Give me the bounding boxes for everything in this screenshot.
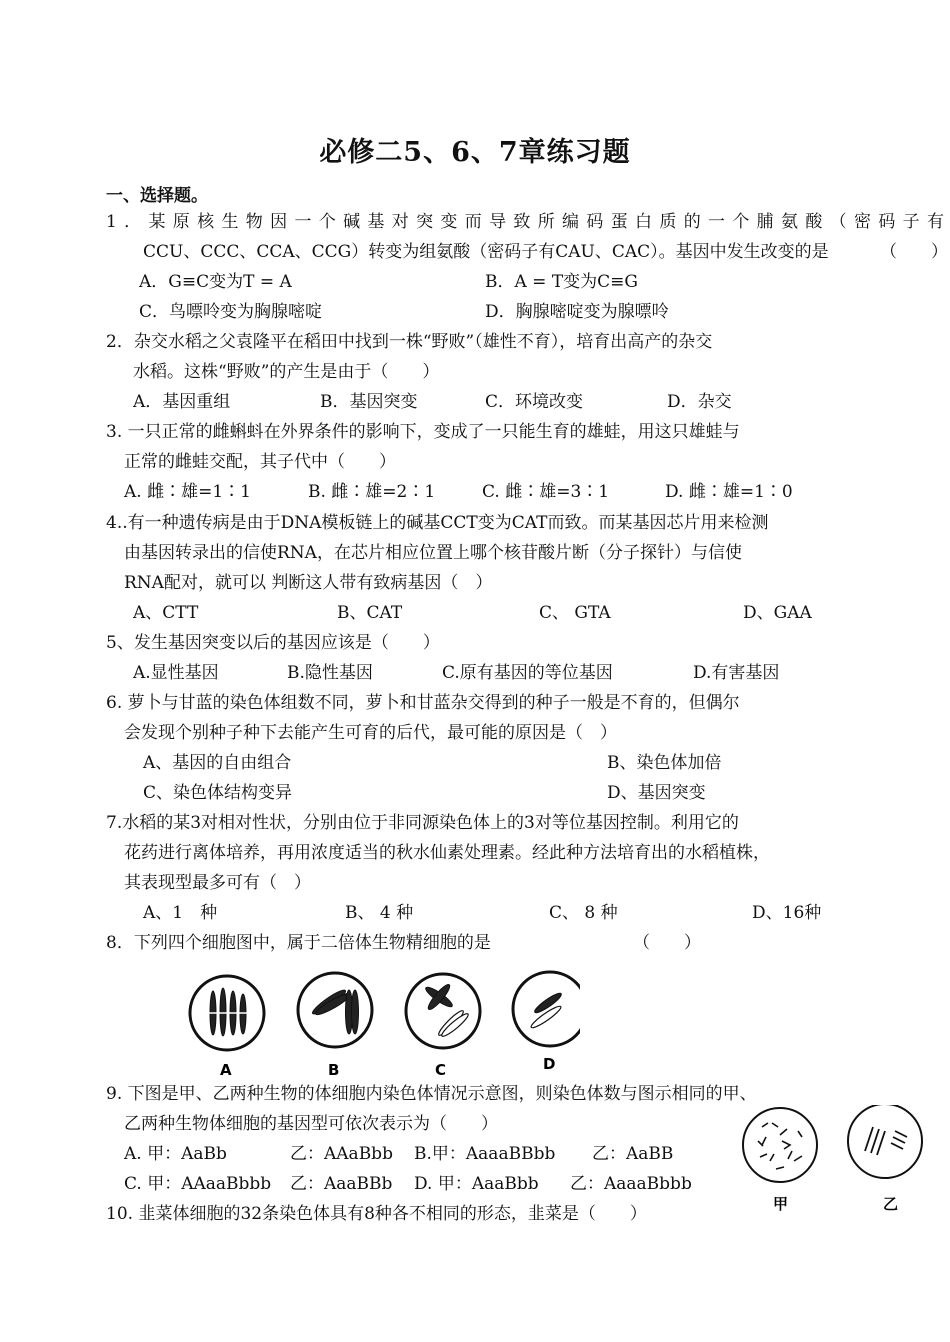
q9-option-c-jia: C. 甲：AAaaBbbb: [124, 1174, 272, 1194]
q4-line-3: RNA配对，就可以 判断这人带有致病基因（ ）: [124, 573, 493, 593]
q1-option-d: D．胸腺嘧啶变为腺嘌呤: [485, 302, 669, 322]
q6-option-c: C、染色体结构变异: [143, 783, 293, 803]
q5-option-d: D.有害基因: [693, 663, 780, 683]
yi-cell-diagram: [848, 1105, 922, 1178]
q7-option-c: C、 8 种: [549, 903, 618, 923]
cell-label-a: A: [220, 1061, 232, 1079]
q2-option-a: A．基因重组: [133, 392, 231, 412]
q2-option-c: C．环境改变: [485, 392, 584, 412]
q6-option-d: D、基因突变: [607, 783, 706, 803]
q4-option-a: A、CTT: [133, 603, 199, 623]
q2-option-d: D．杂交: [667, 392, 732, 412]
q1-option-a: A．G≡C变为T = A: [139, 272, 292, 292]
q6-option-a: A、基因的自由组合: [143, 753, 292, 773]
q6-option-b: B、染色体加倍: [607, 753, 722, 773]
q4-option-b: B、CAT: [337, 603, 403, 623]
q2-option-b: B．基因突变: [320, 392, 418, 412]
q4-line-2: 由基因转录出的信使RNA，在芯片相应位置上哪个核苷酸片断（分子探针）与信使: [124, 543, 742, 563]
q8-bracket: （ ）: [633, 933, 701, 953]
q7-line-1: 7.水稻的某3对相对性状，分别由位于非同源染色体上的3对等位基因控制。利用它的: [106, 813, 739, 833]
q3-line-1: 3. 一只正常的雌蝌蚪在外界条件的影响下，变成了一只能生育的雄蛙，用这只雄蛙与: [106, 422, 740, 442]
q7-option-a: A、1 种: [143, 903, 218, 923]
q1-bracket: （ ）: [880, 242, 948, 262]
q7-option-d: D、16种: [752, 903, 822, 923]
q4-option-d: D、GAA: [743, 603, 812, 623]
cell-label-b: B: [328, 1061, 340, 1079]
cell-label-d: D: [543, 1055, 556, 1073]
q3-line-2: 正常的雌蛙交配，其子代中（ ）: [124, 452, 396, 472]
q9-option-a-yi: 乙：AAaBbb: [290, 1144, 393, 1164]
q3-option-b: B. 雌∶雄=2∶1: [308, 482, 436, 502]
cell-d-diagram: [513, 972, 580, 1046]
cell-a-diagram: [190, 976, 264, 1050]
cell-label-c: C: [435, 1061, 447, 1079]
q9-chromosome-figure: [735, 1105, 935, 1215]
q7-line-2: 花药进行离体培养，再用浓度适当的秋水仙素处理素。经此种方法培育出的水稻植株，: [124, 843, 770, 863]
q6-line-2: 会发现个别种子种下去能产生可育的后代，最可能的原因是（ ）: [124, 723, 617, 743]
q5-option-c: C.原有基因的等位基因: [442, 663, 613, 683]
q1-line-1: 1．某原核生物因一个碱基对突变而导致所编码蛋白质的一个脯氨酸（密码子有: [106, 212, 944, 232]
q3-option-c: C. 雌∶雄=3∶1: [482, 482, 610, 502]
q2-line-2: 水稻。这株“野败”的产生是由于（ ）: [133, 362, 440, 382]
jia-cell-diagram: [743, 1108, 817, 1182]
q5-option-b: B.隐性基因: [287, 663, 373, 683]
q9-option-c-yi: 乙：AaaBBb: [290, 1174, 393, 1194]
q9-option-d-yi: 乙：AaaaBbbb: [570, 1174, 692, 1194]
q8-cell-figure: [180, 965, 580, 1080]
q3-option-a: A. 雌∶雄=1∶1: [124, 482, 251, 502]
q9-option-a-jia: A. 甲：AaBb: [124, 1144, 227, 1164]
q8-line-1: 8．下列四个细胞图中，属于二倍体生物精细胞的是: [106, 933, 491, 953]
cell-c-diagram: [406, 974, 480, 1048]
q2-line-1: 2．杂交水稻之父袁隆平在稻田中找到一株“野败”（雄性不育），培育出高产的杂交: [106, 332, 713, 352]
q9-option-d-jia: D. 甲：AaaBbb: [414, 1174, 539, 1194]
yi-label: 乙: [883, 1195, 899, 1213]
q4-option-c: C、 GTA: [539, 603, 611, 623]
q4-line-1: 4..有一种遗传病是由于DNA模板链上的碱基CCT变为CAT而致。而某基因芯片用来检测: [106, 513, 769, 533]
section-heading: 一、选择题。: [106, 186, 208, 206]
q9-line-2: 乙两种生物体细胞的基因型可依次表示为（ ）: [124, 1114, 498, 1134]
page-title: 必修二5、6、7章练习题: [319, 137, 631, 168]
q3-option-d: D. 雌∶雄=1∶0: [665, 482, 793, 502]
q5-option-a: A.显性基因: [133, 663, 219, 683]
q7-line-3: 其表现型最多可有（ ）: [124, 873, 311, 893]
q9-option-b-yi: 乙：AaBB: [592, 1144, 674, 1164]
q9-option-b-jia: B.甲：AaaaBBbb: [414, 1144, 556, 1164]
q1-option-c: C．鸟嘌呤变为胸腺嘧啶: [139, 302, 323, 322]
jia-label: 甲: [773, 1195, 789, 1213]
q7-option-b: B、 4 种: [345, 903, 414, 923]
q5-line-1: 5、发生基因突变以后的基因应该是（ ）: [106, 633, 440, 653]
q10-line-1: 10. 韭菜体细胞的32条染色体具有8种各不相同的形态，韭菜是（ ）: [106, 1204, 647, 1224]
q1-line-2: CCU、CCC、CCA、CCG）转变为组氨酸（密码子有CAU、CAC）。基因中发生改变的是: [143, 242, 829, 262]
cell-b-diagram: [298, 973, 372, 1047]
q1-option-b: B．A = T变为C≡G: [485, 272, 638, 292]
q6-line-1: 6. 萝卜与甘蓝的染色体组数不同，萝卜和甘蓝杂交得到的种子一般是不育的，但偶尔: [106, 693, 740, 713]
q9-line-1: 9. 下图是甲、乙两种生物的体细胞内染色体情况示意图，则染色体数与图示相同的甲、: [106, 1084, 757, 1104]
